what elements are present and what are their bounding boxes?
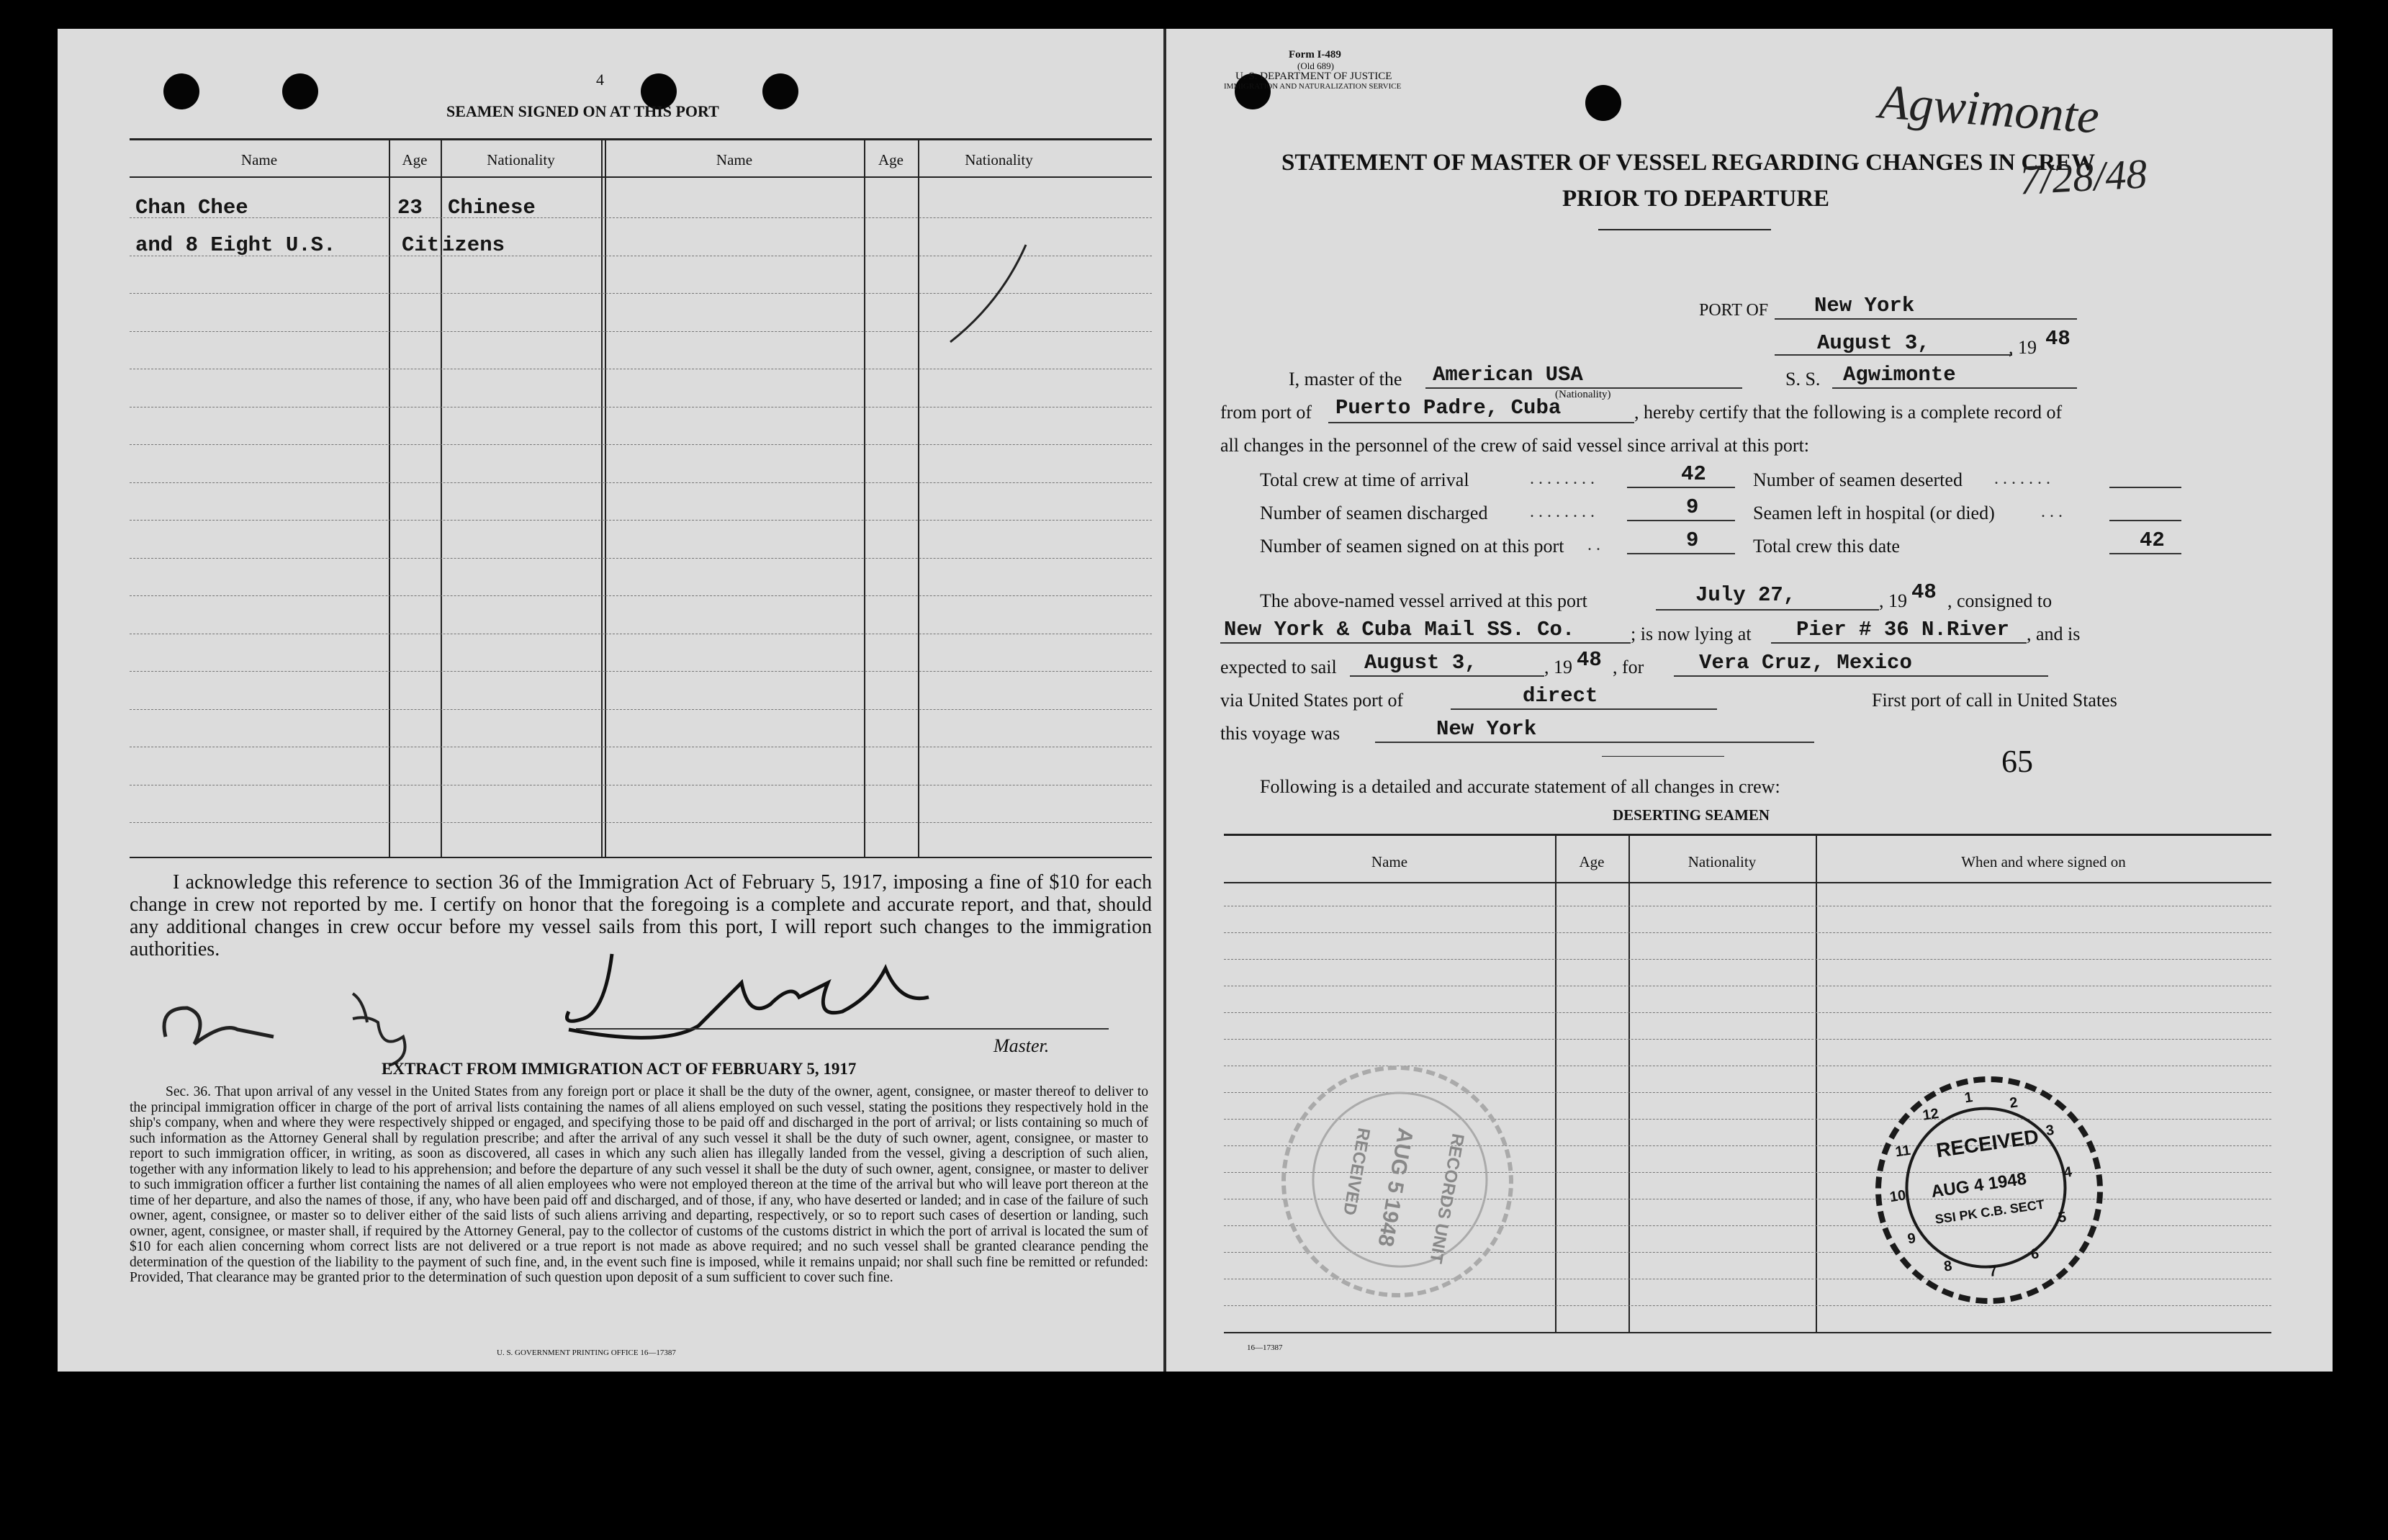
stamp-digit: 10 [1888, 1187, 1907, 1206]
port-of-value: New York [1814, 294, 1915, 318]
arrived-line [1656, 609, 1879, 611]
leader-dots: ........ [1530, 503, 1599, 521]
punch-hole [1585, 85, 1621, 121]
stat-line [1627, 520, 1735, 521]
table-row-age: Cit [402, 233, 440, 257]
section-title: SEAMEN SIGNED ON AT THIS PORT [446, 102, 719, 120]
nationality-value: American USA [1433, 363, 1583, 387]
form-number: Form I-489 [1289, 49, 1341, 60]
col-divider [864, 138, 865, 858]
col-divider [1555, 834, 1556, 1332]
records-unit-stamp [1263, 1047, 1531, 1315]
col-divider [389, 138, 390, 858]
col-divider [605, 138, 606, 858]
stat-line [2109, 487, 2181, 488]
arrived-label: The above-named vessel arrived at this port [1260, 590, 1587, 611]
table-row-age: 23 [397, 196, 423, 220]
table-row-rule [130, 822, 1152, 823]
lying-label: ; is now lying at [1631, 623, 1752, 644]
table-row-rule [1224, 1305, 2271, 1306]
master-label: Master. [994, 1035, 1050, 1056]
master-signature-line [576, 1028, 1109, 1030]
table-row-rule [130, 671, 1152, 672]
total-crew-arrival-label: Total crew at time of arrival [1260, 469, 1469, 490]
section-36-text: Sec. 36. That upon arrival of any vessel in the United States from any foreign port or place it shall be the duty of the owner, agent, consignee, or master thereof to deliver to the principal immigration officer in charge of the port of arrival lists containing the names of all aliens employed on such vessel, stating the positions they respectively hold in the ship's company, when and where they were respectively shipped or engaged, and specifying those to be paid off and discharged in the port of arrival; or lists containing so much of such information as the Attorney General shall by regulation prescribe; and after the arrival of any such vessel it shall be the duty of such owner, agent, consignee, or master to report to such immigration officer, in writing, as soon as discovered, all cases in which any such alien has illegally landed from the vessel, giving a description of such alien, together with any information likely to lead to his apprehension; and before the departure of any such vessel it shall be the duty of such owner, agent, consignee, or master to deliver to such immigration officer a further list containing the names of all alien employees who were not employed thereon at the time of the arrival but who will leave port thereon at the time of her departure, and also the names of those, if any, who have been paid off and discharged, and of those, if any, who have deserted or landed; and in case of the failure of such owner, agent, consignee, or master so to deliver either of the said lists of such aliens arriving and departing, respectively, or so to report such cases of desertion or landing, such owner, agent, consignee, or master shall, if required by the Attorney General, pay to the collector of customs of the customs district in which the port of arrival is located the sum of $10 for each alien concerning whom correct lists are not delivered or a true report is not made as above required; and no such vessel shall be granted clearance pending the determination of the question of the liability to the payment of such fine, and, in the event such fine is imposed, while it remains unpaid; nor shall such fine be remitted or refunded: Provided, That clearance may be granted prior to the determination of such question upon deposit of a sum sufficient to cover such fine. [130, 1084, 1148, 1285]
right-page [1166, 29, 2333, 1372]
table-header-rule [1224, 882, 2271, 883]
table-row-rule [130, 709, 1152, 710]
punch-hole [282, 73, 318, 109]
title-underline [1598, 229, 1771, 230]
leader-dots: .. [1587, 536, 1605, 554]
table-row-name: Chan Chee [135, 196, 248, 220]
punch-hole [762, 73, 798, 109]
table-row-rule [1224, 932, 2271, 933]
hospital-label: Seamen left in hospital (or died) [1753, 503, 1995, 523]
certify-text: , hereby certify that the following is a complete record of [1634, 402, 2063, 423]
voyage-line [1375, 742, 1814, 743]
handwritten-vessel-note: Agwimonte [1877, 73, 2101, 144]
stat-line [2109, 553, 2181, 554]
table-header-rule [130, 176, 1152, 178]
short-rule [1602, 756, 1724, 757]
col-header-name: Name [1371, 853, 1408, 870]
table-row-rule [130, 482, 1152, 483]
table-row-nationality: izens [442, 233, 505, 257]
signed-on-label: Number of seamen signed on at this port [1260, 536, 1564, 557]
via-value: direct [1523, 684, 1598, 708]
left-page [58, 29, 1166, 1372]
ship-name-line [1832, 387, 2077, 389]
table-row-rule [130, 558, 1152, 559]
ss-label: S. S. [1785, 369, 1821, 389]
form-title-line-1: STATEMENT OF MASTER OF VESSEL REGARDING CHANGES IN CREW [1281, 150, 2096, 176]
arrived-year-prefix: , 19 [1879, 590, 1907, 611]
deserting-title: DESERTING SEAMEN [1613, 806, 1770, 824]
certify-text-line-2: all changes in the personnel of the crew of said vessel since arrival at this port: [1220, 435, 1810, 456]
stamp-text: RECEIVED [1339, 1126, 1374, 1217]
port-of-label: PORT OF [1699, 301, 1769, 320]
stamp-digit: 4 [2063, 1163, 2073, 1181]
table-row-rule [130, 217, 1152, 218]
stat-line [2109, 520, 2181, 521]
stamp-digit: 7 [1988, 1263, 1999, 1281]
date-line [1775, 354, 2012, 356]
col-header-age: Age [402, 151, 428, 168]
initials-scribble [115, 965, 490, 1073]
stamp-date: AUG 4 1948 [1929, 1168, 2028, 1202]
col-header-nationality: Nationality [1688, 853, 1757, 870]
master-signature [554, 940, 958, 1062]
and-is-label: , and is [2027, 623, 2081, 644]
col-divider [601, 138, 603, 858]
stamp-text: RECORDS UNIT [1425, 1132, 1468, 1265]
table-bottom-rule [130, 857, 1152, 858]
col-header-name-2: Name [716, 151, 753, 168]
discharged-value: 9 [1686, 495, 1699, 519]
from-port-value: Puerto Padre, Cuba [1335, 396, 1562, 420]
discharged-label: Number of seamen discharged [1260, 503, 1488, 523]
arrived-value: July 27, [1695, 583, 1796, 607]
for-label: , for [1613, 657, 1644, 677]
stat-line [1627, 487, 1735, 488]
table-row-nationality: Chinese [448, 196, 536, 220]
stamp-digit: 9 [1906, 1230, 1917, 1248]
table-top-rule [130, 138, 1152, 140]
extract-title: EXTRACT FROM IMMIGRATION ACT OF FEBRUARY 5, 1917 [382, 1060, 857, 1078]
page-number: 4 [596, 71, 604, 89]
nationality-caption: (Nationality) [1555, 389, 1611, 400]
handwritten-date: 7/28/48 [2018, 150, 2148, 204]
ship-name-value: Agwimonte [1843, 363, 1956, 387]
voyage-label: this voyage was [1220, 723, 1341, 744]
stamp-date: AUG 5 1948 [1373, 1126, 1418, 1248]
printer-line: U. S. GOVERNMENT PRINTING OFFICE 16—17387 [497, 1348, 676, 1357]
punch-hole [163, 73, 199, 109]
date-year-prefix: , 19 [2009, 337, 2037, 358]
stamp-text: RECEIVED [1934, 1125, 2040, 1162]
department: U. S. DEPARTMENT OF JUSTICE [1235, 71, 1392, 82]
leader-dots: ....... [1994, 469, 2055, 488]
via-label: via United States port of [1220, 690, 1404, 711]
table-row-rule [130, 595, 1152, 596]
col-header-name: Name [240, 151, 278, 168]
page-mark: 65 [2001, 744, 2033, 779]
table-row-rule [1224, 959, 2271, 960]
service: IMMIGRATION AND NATURALIZATION SERVICE [1224, 82, 1402, 91]
col-divider [918, 138, 919, 858]
total-crew-date-value: 42 [2140, 528, 2165, 552]
col-header-age: Age [1579, 853, 1605, 870]
pencil-slash-mark [936, 238, 1037, 353]
consignee-line [1220, 642, 1631, 644]
date-year-value: 48 [2045, 327, 2071, 351]
from-port-line [1328, 422, 1634, 423]
stamp-digit: 6 [2029, 1245, 2040, 1263]
leader-dots: ... [2041, 503, 2067, 521]
destination-value: Vera Cruz, Mexico [1699, 651, 1912, 675]
port-of-line [1775, 318, 2077, 320]
leader-dots: ........ [1530, 469, 1599, 488]
footer-number: 16—17387 [1247, 1343, 1283, 1352]
date-value: August 3, [1817, 331, 1930, 355]
lying-line [1771, 642, 2027, 644]
signed-on-value: 9 [1686, 528, 1699, 552]
acknowledgement-paragraph: I acknowledge this reference to section 36 of the Immigration Act of February 5, 1917, imposing a fine of $10 for each change in crew not reported by me. I certify on honor that the foregoing is a complete and accurate report, and that, should any additional changes in crew occur before my vessel sails from this port, I will report such changes to the immigration authorities. [130, 871, 1152, 960]
col-header-nationality: Nationality [487, 151, 555, 168]
deserted-label: Number of seamen deserted [1753, 469, 1963, 490]
consignee-value: New York & Cuba Mail SS. Co. [1224, 618, 1575, 641]
stamp-digit: 8 [1942, 1257, 1953, 1275]
stamp-digit: 12 [1921, 1106, 1940, 1125]
table-row-rule [1224, 1039, 2271, 1040]
table-row-name: and 8 Eight U.S. [135, 233, 336, 257]
destination-line [1674, 675, 2048, 677]
from-port-label: from port of [1220, 402, 1312, 423]
sail-date-value: August 3, [1364, 651, 1477, 675]
form-old-number: (Old 689) [1297, 60, 1334, 71]
sail-year-value: 48 [1577, 648, 1602, 672]
table-row-rule [130, 520, 1152, 521]
consigned-label: , consigned to [1947, 590, 2053, 611]
voyage-value: New York [1436, 717, 1537, 741]
col-header-when-where: When and where signed on [1961, 853, 2126, 870]
table-row-rule [1224, 1012, 2271, 1013]
following-label: Following is a detailed and accurate statement of all changes in crew: [1260, 776, 1780, 797]
stamp-digit: 3 [2045, 1122, 2055, 1140]
sail-date-line [1350, 675, 1544, 677]
table-bottom-rule [1224, 1332, 2271, 1333]
received-stamp [1861, 1062, 2118, 1319]
col-header-age-2: Age [878, 151, 904, 168]
table-row-rule [130, 444, 1152, 445]
via-line [1451, 708, 1717, 710]
arrived-year-value: 48 [1911, 580, 1937, 604]
col-divider [1816, 834, 1817, 1332]
master-of-label: I, master of the [1289, 369, 1402, 389]
stat-line [1627, 553, 1735, 554]
stamp-digit: 2 [2009, 1094, 2019, 1112]
stamp-text: SSI PK C.B. SECT [1934, 1197, 2045, 1227]
first-port-label: First port of call in United States [1872, 690, 2117, 711]
table-top-rule [1224, 834, 2271, 836]
total-crew-arrival-value: 42 [1681, 462, 1706, 486]
expected-label: expected to sail [1220, 657, 1337, 677]
stamp-digit: 11 [1894, 1142, 1912, 1161]
stamp-digit: 5 [2057, 1209, 2068, 1226]
total-crew-date-label: Total crew this date [1753, 536, 1900, 557]
lying-value: Pier # 36 N.River [1796, 618, 2009, 641]
stamp-digit: 1 [1963, 1089, 1974, 1107]
sail-year-prefix: , 19 [1544, 657, 1572, 677]
col-header-nationality-2: Nationality [965, 151, 1033, 168]
col-divider [1628, 834, 1630, 1332]
form-title-line-2: PRIOR TO DEPARTURE [1562, 186, 1830, 212]
